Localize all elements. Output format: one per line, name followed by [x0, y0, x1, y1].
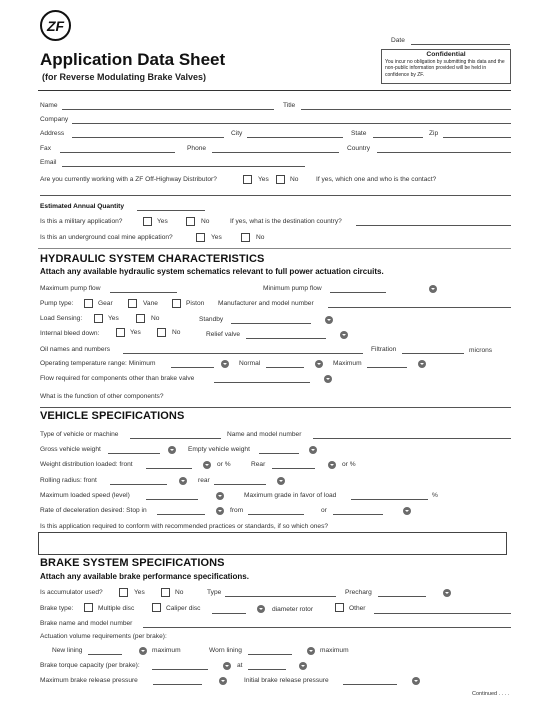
op-temp-normal-label: Normal: [239, 360, 261, 367]
new-lining-max-label: maximum: [152, 647, 181, 654]
name-field[interactable]: [62, 102, 274, 110]
phone-label: Phone: [187, 145, 207, 152]
torque-capacity-unit-dropdown-icon[interactable]: [223, 662, 231, 670]
rolling-radius-rear-unit-dropdown-icon[interactable]: [277, 477, 285, 485]
military-yes-label: Yes: [157, 218, 168, 225]
new-lining-unit-dropdown-icon[interactable]: [139, 647, 147, 655]
rolling-radius-front-field[interactable]: [110, 477, 167, 485]
op-temp-max-unit-dropdown-icon[interactable]: [418, 360, 426, 368]
phone-field[interactable]: [212, 145, 339, 153]
flow-required-label: Flow required for components other than brake valve: [40, 375, 195, 382]
torque-capacity-field[interactable]: [152, 662, 208, 670]
max-pump-flow-label: Maximum pump flow: [40, 285, 101, 292]
manufacturer-field[interactable]: [328, 300, 511, 308]
accumulator-yes-checkbox[interactable]: [119, 588, 128, 597]
function-field[interactable]: [40, 400, 511, 408]
page-subtitle: (for Reverse Modulating Brake Valves): [42, 72, 207, 82]
fax-label: Fax: [40, 145, 51, 152]
rolling-radius-rear-field[interactable]: [214, 477, 266, 485]
vehicle-model-field[interactable]: [313, 431, 511, 439]
load-sensing-no-checkbox[interactable]: [136, 314, 145, 323]
bleed-no-label: No: [172, 329, 181, 336]
gross-weight-field[interactable]: [108, 446, 160, 454]
op-temp-max-label: Maximum: [333, 360, 362, 367]
pump-gear-checkbox[interactable]: [84, 299, 93, 308]
pump-piston-label: Piston: [186, 300, 205, 307]
vehicle-type-field[interactable]: [130, 431, 221, 439]
weight-dist-front-field[interactable]: [146, 461, 192, 469]
destination-field[interactable]: [356, 218, 511, 226]
worn-lining-field[interactable]: [248, 647, 292, 655]
worn-lining-unit-dropdown-icon[interactable]: [307, 647, 315, 655]
standby-field[interactable]: [231, 316, 311, 324]
weight-dist-rear-unit-dropdown-icon[interactable]: [328, 461, 336, 469]
annual-quantity-field[interactable]: [137, 203, 205, 211]
rolling-radius-rear-label: rear: [198, 477, 210, 484]
annual-quantity-label: Estimated Annual Quantity: [40, 203, 125, 210]
weight-dist-front-pct-label: or %: [217, 461, 231, 468]
city-field[interactable]: [247, 130, 343, 138]
state-field[interactable]: [373, 130, 423, 138]
oil-names-field[interactable]: [123, 346, 363, 354]
worn-lining-label: Worn lining: [209, 647, 242, 654]
weight-dist-label: Weight distribution loaded: front: [40, 461, 133, 468]
max-release-unit-dropdown-icon[interactable]: [219, 677, 227, 685]
torque-capacity-label: Brake torque capacity (per brake):: [40, 662, 140, 669]
destination-question: If yes, what is the destination country?: [230, 218, 342, 225]
flow-required-field[interactable]: [214, 375, 310, 383]
distributor-question: Are you currently working with a ZF Off-Highway Distributor?: [40, 176, 217, 183]
coal-yes-checkbox[interactable]: [196, 233, 205, 242]
microns-label: microns: [469, 347, 493, 354]
pump-type-label: Pump type:: [40, 300, 74, 307]
gross-weight-unit-dropdown-icon[interactable]: [168, 446, 176, 454]
accumulator-type-field[interactable]: [225, 589, 336, 597]
distributor-followup: If yes, which one and who is the contact?: [316, 176, 437, 183]
rolling-radius-front-unit-dropdown-icon[interactable]: [179, 477, 187, 485]
distributor-no-checkbox[interactable]: [276, 175, 285, 184]
page-title: Application Data Sheet: [40, 50, 226, 69]
decel-label: Rate of deceleration desired: Stop in: [40, 507, 147, 514]
brake-type-label: Brake type:: [40, 605, 74, 612]
header-divider: [38, 90, 511, 91]
actuation-volume-label: Actuation volume requirements (per brake):: [40, 633, 167, 640]
max-grade-field[interactable]: [351, 492, 428, 500]
min-pump-flow-label: Minimum pump flow: [263, 285, 322, 292]
decel-stop-field[interactable]: [157, 507, 205, 515]
load-sensing-no-label: No: [151, 315, 160, 322]
load-sensing-yes-checkbox[interactable]: [94, 314, 103, 323]
caliper-disc-label: Caliper disc: [166, 605, 201, 612]
max-grade-pct-label: %: [432, 492, 438, 499]
distributor-contact-field[interactable]: [40, 188, 511, 196]
accumulator-no-checkbox[interactable]: [161, 588, 170, 597]
decel-from-field[interactable]: [248, 507, 304, 515]
op-temp-max-field[interactable]: [367, 360, 407, 368]
precharge-unit-dropdown-icon[interactable]: [443, 589, 451, 597]
title-field[interactable]: [301, 102, 511, 110]
precharge-field[interactable]: [378, 589, 426, 597]
hydraulic-heading: HYDRAULIC SYSTEM CHARACTERISTICS: [40, 253, 265, 265]
pump-piston-checkbox[interactable]: [172, 299, 181, 308]
torque-at-unit-dropdown-icon[interactable]: [299, 662, 307, 670]
pump-vane-checkbox[interactable]: [128, 299, 137, 308]
empty-weight-unit-dropdown-icon[interactable]: [309, 446, 317, 454]
address-label: Address: [40, 130, 65, 137]
conform-question: Is this application required to conform with recommended practices or standards, if so which ones?: [40, 523, 329, 530]
op-temp-min-field[interactable]: [171, 360, 214, 368]
company-field[interactable]: [72, 116, 511, 124]
bleed-yes-checkbox[interactable]: [116, 328, 125, 337]
military-no-label: No: [201, 218, 210, 225]
other-brake-checkbox[interactable]: [335, 603, 344, 612]
vehicle-type-label: Type of vehicle or machine: [40, 431, 119, 438]
brake-heading: BRAKE SYSTEM SPECIFICATIONS: [40, 557, 225, 569]
decel-or-unit-dropdown-icon[interactable]: [403, 507, 411, 515]
relief-valve-label: Relief valve: [206, 331, 241, 338]
caliper-disc-checkbox[interactable]: [152, 603, 161, 612]
min-pump-flow-field[interactable]: [330, 285, 386, 293]
state-label: State: [351, 130, 367, 137]
distributor-yes-label: Yes: [258, 176, 269, 183]
title-label: Title: [283, 102, 296, 109]
op-temp-min-unit-dropdown-icon[interactable]: [221, 360, 229, 368]
email-field[interactable]: [62, 159, 305, 167]
coal-yes-label: Yes: [211, 234, 222, 241]
decel-or-field[interactable]: [333, 507, 383, 515]
zf-logo-text: ZF: [46, 17, 65, 34]
brake-model-label: Brake name and model number: [40, 620, 133, 627]
zip-label: Zip: [429, 130, 439, 137]
military-question: Is this a military application?: [40, 218, 123, 225]
company-label: Company: [40, 116, 69, 123]
city-label: City: [231, 130, 243, 137]
load-sensing-label: Load Sensing:: [40, 315, 83, 322]
decel-from-label: from: [230, 507, 244, 514]
standards-textarea[interactable]: [38, 532, 507, 555]
max-speed-label: Maximum loaded speed (level): [40, 492, 130, 499]
gross-weight-label: Gross vehicle weight: [40, 446, 101, 453]
flow-required-unit-dropdown-icon[interactable]: [324, 375, 332, 383]
name-label: Name: [40, 102, 58, 109]
precharge-label: Precharg: [345, 589, 372, 596]
coal-no-label: No: [256, 234, 265, 241]
torque-at-field[interactable]: [248, 662, 286, 670]
multiple-disc-label: Multiple disc: [98, 605, 135, 612]
continued-note: Continued . . . .: [472, 691, 510, 697]
accumulator-no-label: No: [175, 589, 184, 596]
coal-no-checkbox[interactable]: [241, 233, 250, 242]
confidential-box: [381, 49, 511, 84]
max-release-field[interactable]: [153, 677, 202, 685]
empty-weight-label: Empty vehicle weight: [188, 446, 250, 453]
max-grade-label: Maximum grade in favor of load: [244, 492, 337, 499]
rotor-diameter-field[interactable]: [212, 606, 246, 614]
date-label: Date: [391, 37, 405, 44]
standby-label: Standby: [199, 316, 224, 323]
decel-stop-unit-dropdown-icon[interactable]: [216, 507, 224, 515]
fax-field[interactable]: [60, 145, 175, 153]
weight-dist-rear-label: Rear: [251, 461, 266, 468]
multiple-disc-checkbox[interactable]: [84, 603, 93, 612]
torque-at-label: at: [237, 662, 243, 669]
vehicle-model-label: Name and model number: [227, 431, 302, 438]
op-temp-normal-field[interactable]: [266, 360, 304, 368]
brake-subheading: Attach any available brake performance specifications.: [40, 572, 249, 581]
distributor-yes-checkbox[interactable]: [243, 175, 252, 184]
confidential-title: Confidential: [426, 51, 466, 58]
load-sensing-yes-label: Yes: [108, 315, 119, 322]
diameter-rotor-label: diameter rotor: [272, 606, 314, 613]
max-speed-unit-dropdown-icon[interactable]: [216, 492, 224, 500]
new-lining-label: New lining: [52, 647, 83, 654]
address-field[interactable]: [72, 130, 224, 138]
initial-release-label: Initial brake release pressure: [244, 677, 329, 684]
function-question: What is the function of other components?: [40, 393, 164, 400]
relief-valve-unit-dropdown-icon[interactable]: [340, 331, 348, 339]
min-pump-flow-unit-dropdown-icon[interactable]: [429, 285, 437, 293]
pump-gear-label: Gear: [98, 300, 113, 307]
quantity-divider: [38, 248, 511, 249]
confidential-text: You incur no obligation by submitting this data and the non-public information provided will be held in confidence by ZF.: [385, 59, 505, 78]
decel-or-label: or: [321, 507, 327, 514]
worn-lining-max-label: maximum: [320, 647, 349, 654]
weight-dist-front-unit-dropdown-icon[interactable]: [203, 461, 211, 469]
internal-bleed-label: Internal bleed down:: [40, 330, 100, 337]
military-yes-checkbox[interactable]: [143, 217, 152, 226]
rotor-diameter-unit-dropdown-icon[interactable]: [257, 605, 265, 613]
country-label: Country: [347, 145, 371, 152]
military-no-checkbox[interactable]: [186, 217, 195, 226]
empty-weight-field[interactable]: [259, 446, 299, 454]
rolling-radius-label: Rolling radius: front: [40, 477, 97, 484]
max-speed-field[interactable]: [146, 492, 198, 500]
zf-logo: [40, 10, 71, 41]
weight-dist-rear-field[interactable]: [272, 461, 315, 469]
standby-unit-dropdown-icon[interactable]: [325, 316, 333, 324]
initial-release-field[interactable]: [343, 677, 397, 685]
zip-field[interactable]: [443, 130, 511, 138]
email-label: Email: [40, 159, 57, 166]
op-temp-normal-unit-dropdown-icon[interactable]: [315, 360, 323, 368]
coal-question: Is this an underground coal mine application?: [40, 234, 173, 241]
date-field[interactable]: [411, 37, 510, 45]
bleed-yes-label: Yes: [130, 329, 141, 336]
bleed-no-checkbox[interactable]: [157, 328, 166, 337]
other-brake-label: Other: [349, 605, 366, 612]
initial-release-unit-dropdown-icon[interactable]: [412, 677, 420, 685]
max-release-label: Maximum brake release pressure: [40, 677, 138, 684]
distributor-no-label: No: [290, 176, 299, 183]
vehicle-heading: VEHICLE SPECIFICATIONS: [40, 410, 185, 422]
manufacturer-label: Manufacturer and model number: [218, 300, 314, 307]
relief-valve-field[interactable]: [246, 331, 326, 339]
accumulator-question: Is accumulator used?: [40, 589, 103, 596]
weight-dist-rear-pct-label: or %: [342, 461, 356, 468]
new-lining-field[interactable]: [88, 647, 122, 655]
other-brake-field[interactable]: [374, 606, 511, 614]
accumulator-type-label: Type: [207, 589, 222, 596]
filtration-label: Filtration: [371, 346, 397, 353]
oil-names-label: Oil names and numbers: [40, 346, 111, 353]
brake-model-field[interactable]: [143, 620, 511, 628]
filtration-field[interactable]: [402, 346, 464, 354]
op-temp-min-label: Operating temperature range: Minimum: [40, 360, 156, 367]
max-pump-flow-field[interactable]: [110, 285, 177, 293]
country-field[interactable]: [377, 145, 511, 153]
pump-vane-label: Vane: [143, 300, 158, 307]
accumulator-yes-label: Yes: [134, 589, 145, 596]
hydraulic-subheading: Attach any available hydraulic system schematics relevant to full power actuation circuits.: [40, 267, 384, 276]
